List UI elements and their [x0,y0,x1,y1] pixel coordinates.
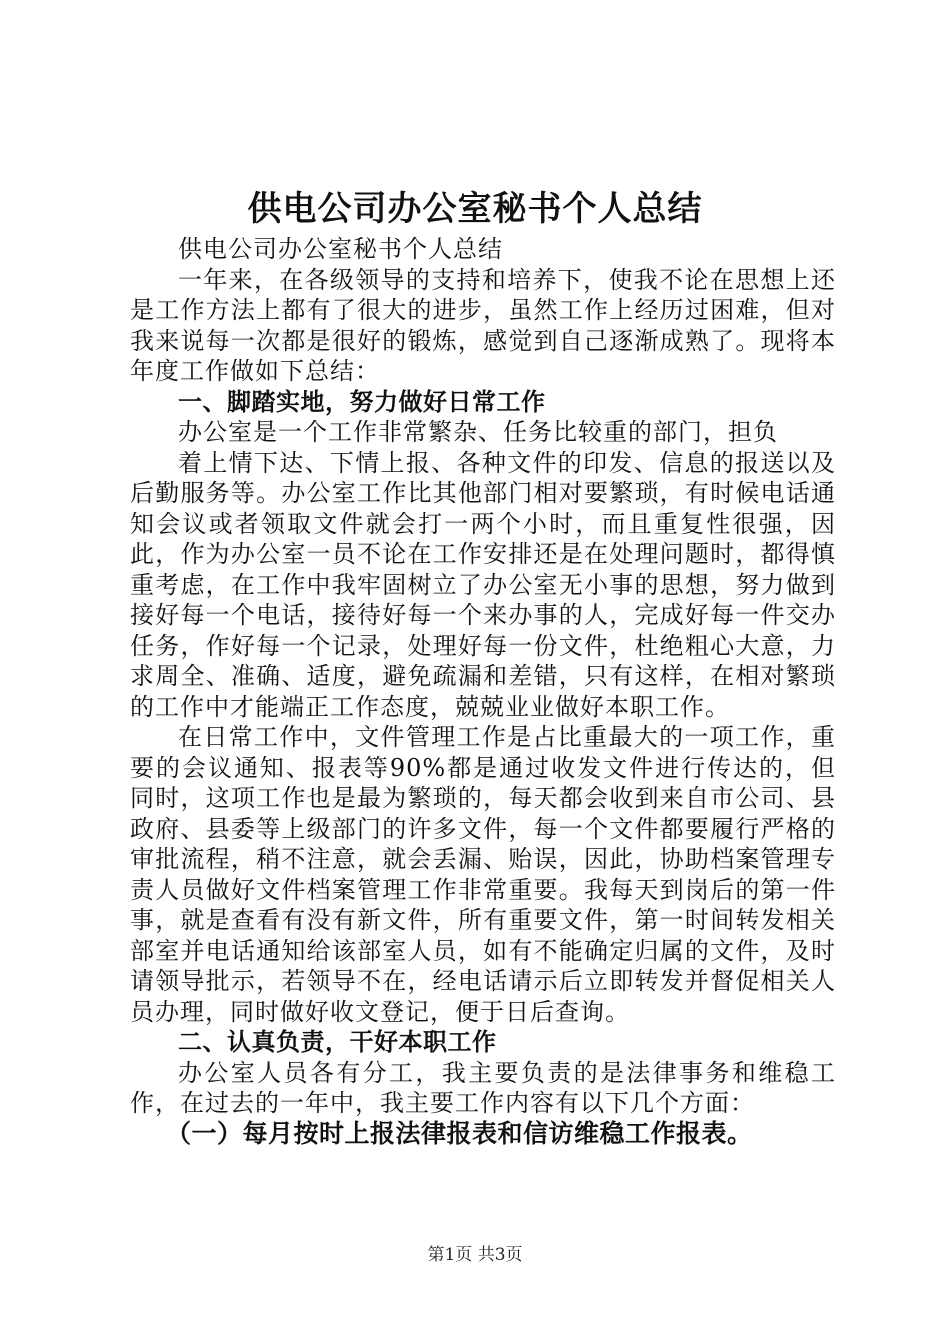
page-footer: 第1页 共3页 [427,1245,523,1265]
body-paragraph: 一年来，在各级领导的支持和培养下，使我不论在思想上还是工作方法上都有了很大的进步，虽然工作上经历过困难，但对我来说每一次都是很好的锻炼，感觉到自己逐渐成熟了。现将本年度工作做如下总结： [130,265,836,385]
subsection-heading: （一）每月按时上报法律报表和信访维稳工作报表。 [166,1118,753,1148]
section-heading: 一、脚踏实地，努力做好日常工作 [178,387,546,416]
body-paragraph: 办公室是一个工作非常繁杂、任务比较重的部门，担负 [178,418,778,446]
body-paragraph: 供电公司办公室秘书个人总结 [178,235,503,263]
body-paragraph: 着上情下达、下情上报、各种文件的印发、信息的报送以及后勤服务等。办公室工作比其他部门相对要繁琐，有时候电话通知会议或者领取文件就会打一两个小时，而且重复性很强，因此，作为办公室一员不论在工作安排还是在处理问题时，都得慎重考虑，在工作中我牢固树立了办公室无小事的思想，努力做到接好每一个电话，接待好每一个来办事的人，完成好每一件交办任务，作好每一个记录，处理好每一份文件，杜绝粗心大意，力求周全、准确、适度，避免疏漏和差错，只有这样，在相对繁琐的工作中才能端正工作态度，兢兢业业做好本职工作。 [130,448,836,721]
body-paragraph: 办公室人员各有分工，我主要负责的是法律事务和维稳工作，在过去的一年中，我主要工作内容有以下几个方面： [130,1058,836,1117]
section-heading: 二、认真负责，干好本职工作 [178,1028,497,1056]
document-title: 供电公司办公室秘书个人总结 [247,189,703,229]
body-paragraph: 在日常工作中，文件管理工作是占比重最大的一项工作，重要的会议通知、报表等90%都是通过收发文件进行传达的，但同时，这项工作也是最为繁琐的，每天都会收到来自市公司、县政府、县委等上级部门的许多文件，每一个文件都要履行严格的审批流程，稍不注意，就会丢漏、贻误，因此，协助档案管理专责人员做好文件档案管理工作非常重要。我每天到岗后的第一件事，就是查看有没有新文件，所有重要文件，第一时间转发相关部室并电话通知给该部室人员，如有不能确定归属的文件，及时请领导批示，若领导不在，经电话请示后立即转发并督促相关人员办理，同时做好收文登记，便于日后查询。 [130,723,836,1026]
document-body [130,234,836,1149]
